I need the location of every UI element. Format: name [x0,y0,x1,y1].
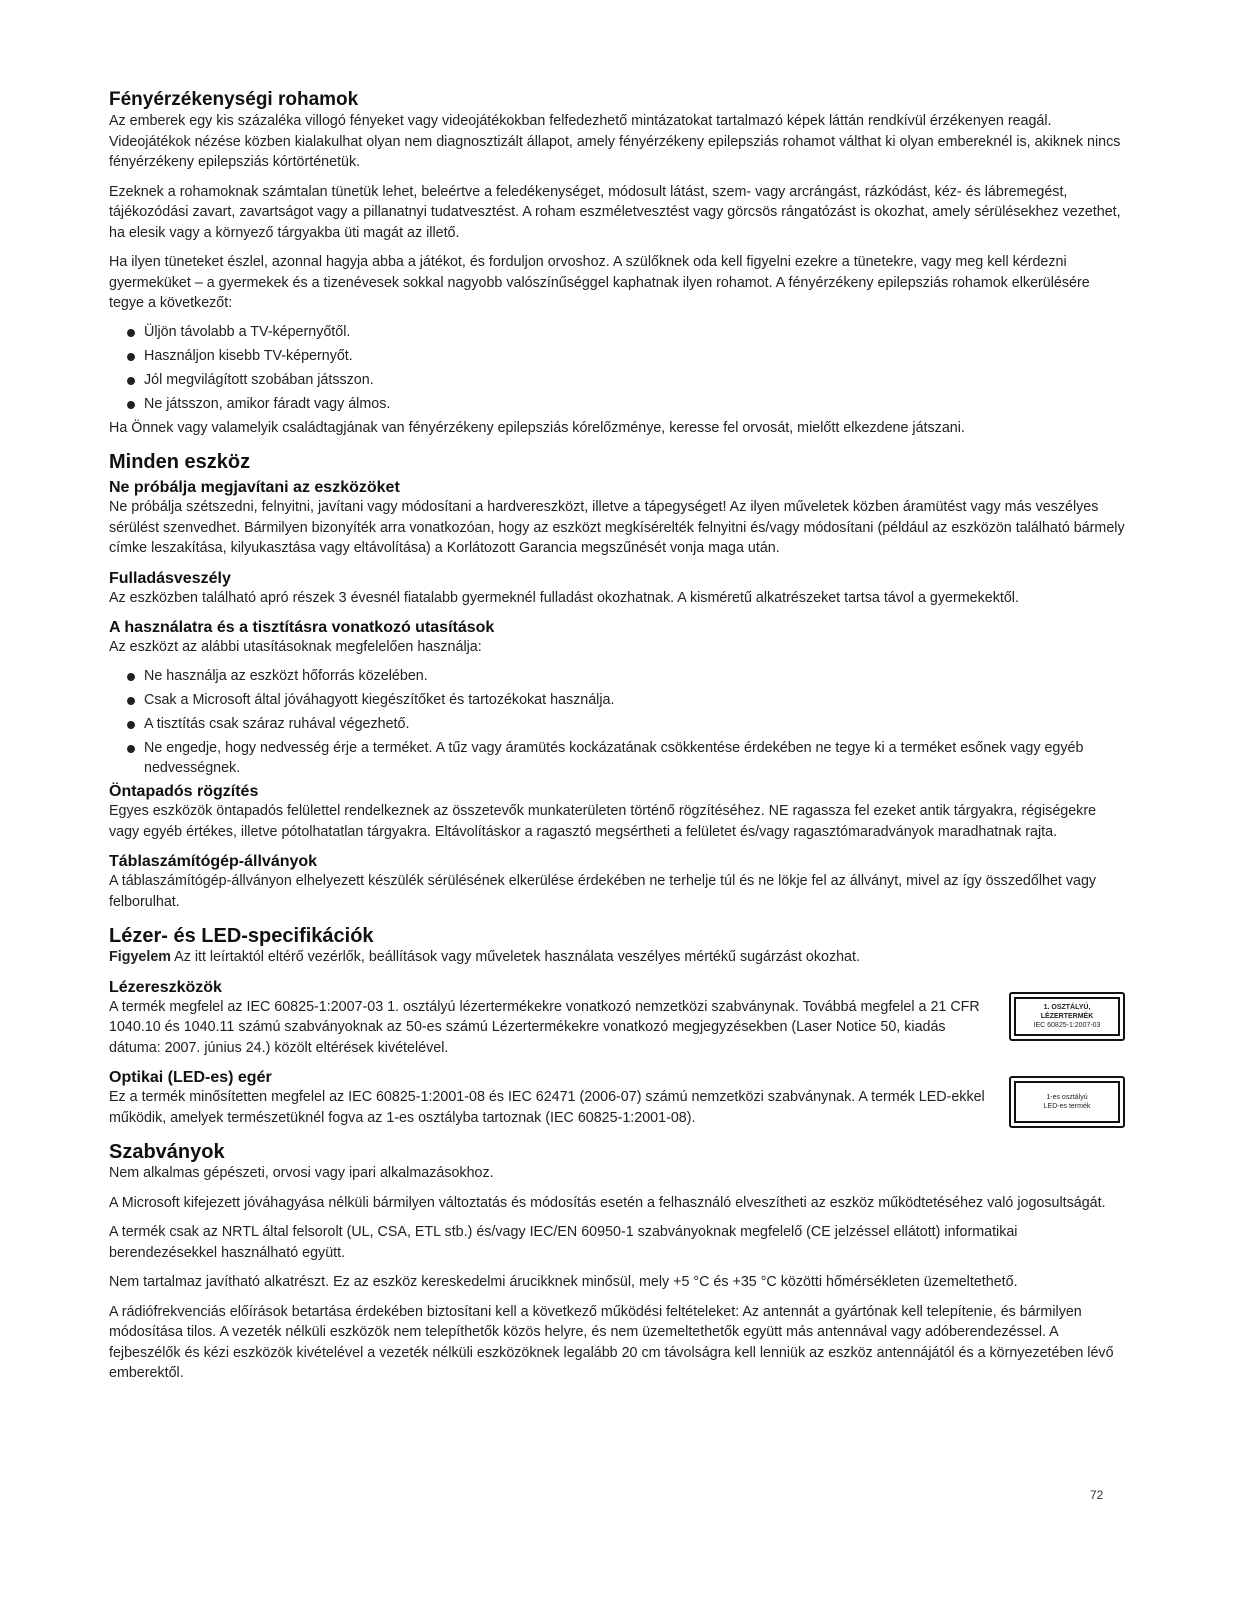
section-title: Fényérzékenységi rohamok [109,89,359,110]
bullet-icon [127,401,135,409]
paragraph: A Microsoft kifejezett jóváhagyása nélküli bármilyen változtatás és módosítás esetén a felhasználó elveszítheti az eszköz működtetéséhez való jogosultságát. [109,1194,1106,1211]
section-title: Lézer- és LED-specifikációk [109,925,374,947]
paragraph: Ez a termék minősítetten megfelel az IEC 60825-1:2001-08 és IEC 62471 (2006-07) számú nemzetközi szabványnak. A termék LED-ekkel működik, amelyek természetüknél fogva az 1-es osztályba tartoznak (IEC 60825-1:2001-08). [109,1089,985,1126]
led-class-label: 1-es osztályú LED-es termék [1009,1076,1125,1128]
list-item: Ne engedje, hogy nedvesség érje a terméket. A tűz vagy áramütés kockázatának csökkentése érdekében ne tegye ki a terméket esőnek vagy egyéb nedvességnek. [109,738,1125,779]
subsection-title: Öntapadós rögzítés [109,783,259,800]
subsection-title: Optikai (LED-es) egér [109,1069,272,1086]
paragraph: Nem alkalmas gépészeti, orvosi vagy ipari alkalmazásokhoz. [109,1165,494,1181]
caution-text: Az itt leírtaktól eltérő vezérlők, beállítások vagy műveletek használata veszélyes mértékű sugárzást okozhat. [170,949,860,965]
paragraph: Ne próbálja szétszedni, felnyitni, javítani vagy módosítani a hardvereszközt, illetve a tápegységet! Az ilyen műveletek közben áramütést vagy más veszélyes sérülést szenvedhet. Bármilyen bizonyíték arra vonatkozóan, hogy az eszközt megkísérelték felnyitni és/vagy módosítani (például az eszközön található bármely címke leszakítása, kilyukasztása vagy eltávolítása) a Korlátozott Garancia megszűnését vonja maga után. [109,499,1125,556]
paragraph: Az emberek egy kis százaléka villogó fényeket vagy videojátékokban felfedezhető mintázatokat tartalmazó képek láttán rendkívül érzékenyen reagál. Videojátékok nézése közben kialakulhat olyan nem diagnosztizált állapot, amely fényérzékeny epilepsziás rohamot válthat ki olyan embereknél is, akiknek nincs fényérzékeny epilepsziás kórtörténetük. [109,113,1121,170]
list-item: Ne használja az eszközt hőforrás közelében. [109,666,1125,687]
bullet-icon [127,353,135,361]
paragraph: Egyes eszközök öntapadós felülettel rendelkeznek az összetevők munkaterületen történő rögzítéséhez. NE ragassza fel ezeket antik tárgyakra, régiségekre vagy egyéb értékes, illetve pótolhatatlan tárgyakra. Eltávolításkor a ragasztó megsértheti a felületet és/vagy ragasztómaradványok maradhatnak rajta. [109,803,1097,840]
page-content [109,89,1125,1384]
subsection-title: A használatra és a tisztításra vonatkozó utasítások [109,619,495,636]
paragraph: Az eszközt az alábbi utasításoknak megfelelően használja: [109,639,482,655]
paragraph: Nem tartalmaz javítható alkatrészt. Ez az eszköz kereskedelmi árucikknek minősül, mely +5 °C és +35 °C közötti hőmérsékleten üzemeltethető. [109,1274,1018,1290]
list-item: Használjon kisebb TV-képernyőt. [109,346,1125,367]
subsection-title: Fulladásveszély [109,569,231,587]
bullet-icon [127,721,135,729]
laser-class-label: 1. OSZTÁLYÚ, LÉZERTERMÉK IEC 60825-1:2007-03 [1009,992,1125,1041]
section-standards [109,1141,1125,1384]
subsection-title: Ne próbálja megjavítani az eszközöket [109,479,400,496]
bullet-icon [127,673,135,681]
paragraph: A táblaszámítógép-állványon elhelyezett készülék sérülésének elkerülése érdekében ne terhelje túl és ne lökje fel az állványt, mivel az így összedőlhet vagy felborulhat. [109,873,1097,910]
list-item: Csak a Microsoft által jóváhagyott kiegészítőket és tartozékokat használja. [109,690,1125,711]
page-number: 72 [1090,1488,1104,1502]
paragraph: Ha ilyen tüneteket észlel, azonnal hagyja abba a játékot, és forduljon orvoshoz. A szülőknek oda kell figyelni ezekre a tünetekre, vagy meg kell kérdezni gyermeküket – a gyermekek és a tizenévesek sokkal nagyobb valószínűséggel kaphatnak ilyen rohamot. A fényérzékeny epilepsziás rohamok elkerülésére tegye a következőt: [109,254,1090,311]
paragraph: Az eszközben található apró részek 3 évesnél fiatalabb gyermeknél fulladást okozhatnak. A kisméretű alkatrészeket tartsa távol a gyermekektől. [109,589,1019,606]
section-seizures [109,89,1125,438]
bullet-icon [127,745,135,753]
bullet-icon [127,697,135,705]
paragraph: A rádiófrekvenciás előírások betartása érdekében biztosítani kell a következő működési feltételeket: Az antennát a gyártónak kell telepítenie, és bármilyen módosítása tilos. A vezeték nélküli eszközök nem telepíthetők közös helyre, és nem üzemeltethetők együtt más antennával vagy adóberendezéssel. A fejbeszélők és kézi eszközök kivételével a vezeték nélküli eszközöknek legalább 20 cm távolságra kell lenniük az eszköz antennájától és a környezetében lévő emberektől. [109,1303,1114,1381]
subsection-title: Lézereszközök [109,978,222,996]
caution-label: Figyelem [109,949,171,965]
bullet-icon [127,377,135,385]
section-title: Minden eszköz [109,451,251,473]
list-item: Üljön távolabb a TV-képernyőtől. [109,322,1125,343]
section-laser-led [109,925,1125,1128]
list-item: Ne játsszon, amikor fáradt vagy álmos. [109,394,1125,415]
led-row [109,1068,1125,1128]
bullet-icon [127,329,135,337]
section-all-devices [109,451,1125,912]
paragraph: Ha Önnek vagy valamelyik családtagjának van fényérzékeny epilepsziás kórelőzménye, keresse fel orvosát, mielőtt elkezdene játszani. [109,419,965,436]
paragraph: A termék megfelel az IEC 60825-1:2007-03 1. osztályú lézertermékekre vonatkozó nemzetközi szabványnak. Továbbá megfelel a 21 CFR 1040.10 és 1040.11 számú szabványoknak az 50-es számú Lézertermékekre vonatkozó megjegyzésekben (Laser Notice 50, kiadás dátuma: 2007. június 24.) közölt eltérések kivételével. [109,998,980,1056]
paragraph: Ezeknek a rohamoknak számtalan tünetük lehet, beleértve a feledékenységet, módosult látást, szem- vagy arcrángást, rázkódást, kéz- és lábremegést, tájékozódási zavart, zavartságot vagy a pillanatnyi tudatvesztést. A roham eszméletvesztést vagy görcsös rángatózást is okozhat, amely sérülésekhez vezethet, ha elesik vagy a környező tárgyakba üti magát az illető. [109,183,1121,241]
list-item: A tisztítás csak száraz ruhával végezhető. [109,714,1125,735]
section-title: Szabványok [109,1141,225,1163]
caution-paragraph [109,947,1125,968]
list-item: Jól megvilágított szobában játsszon. [109,370,1125,391]
laser-row [109,978,1125,1059]
subsection-title: Táblaszámítógép-állványok [109,853,318,870]
bullet-list [109,666,1125,779]
paragraph: A termék csak az NRTL által felsorolt (UL, CSA, ETL stb.) és/vagy IEC/EN 60950-1 szabványoknak megfelelő (CE jelzéssel ellátott) informatikai berendezésekkel használható együtt. [109,1224,1018,1261]
bullet-list [109,322,1125,415]
